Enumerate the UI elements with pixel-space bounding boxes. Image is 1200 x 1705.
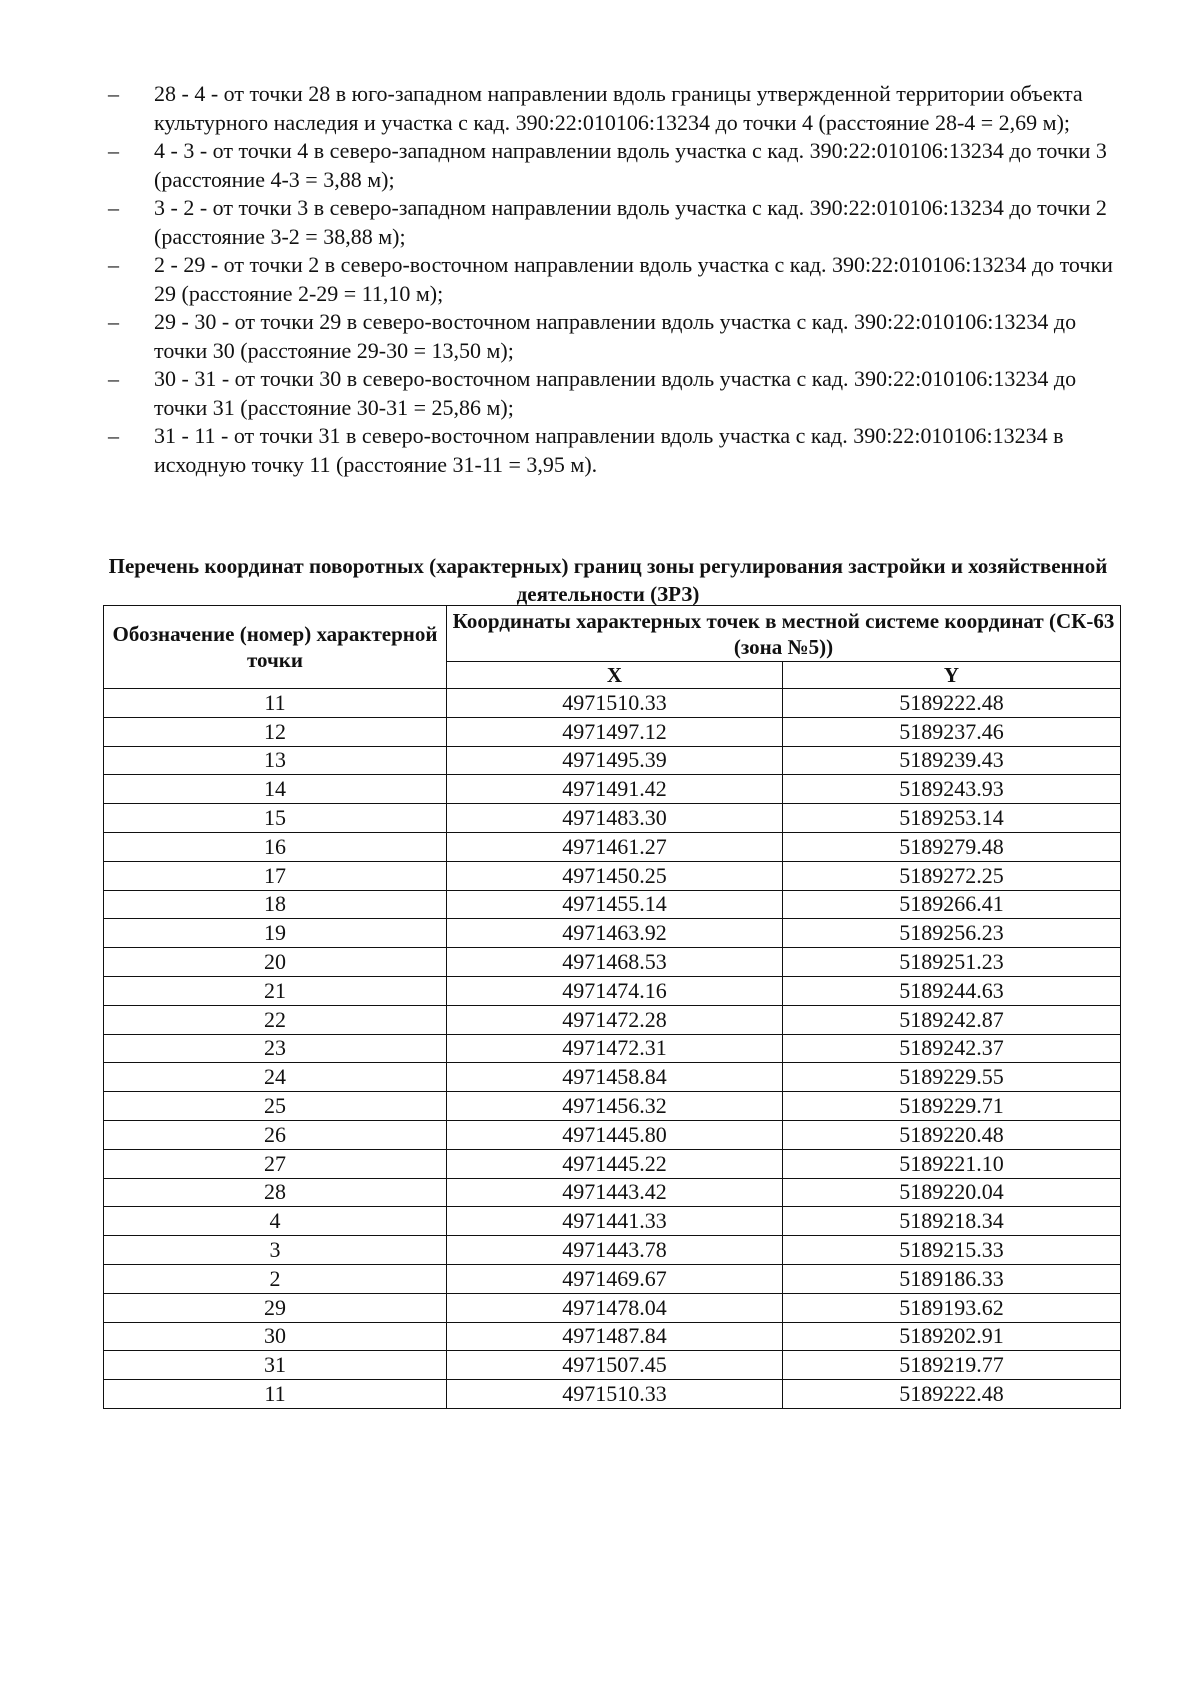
list-item: [108, 194, 1118, 251]
cell-y: 5189253.14: [783, 804, 1121, 833]
cell-x: 4971463.92: [447, 919, 783, 948]
cell-y: 5189221.10: [783, 1149, 1121, 1178]
cell-y: 5189220.48: [783, 1120, 1121, 1149]
cell-y: 5189220.04: [783, 1178, 1121, 1207]
cell-y: 5189279.48: [783, 832, 1121, 861]
list-item-text: 31 - 11 - от точки 31 в северо-восточном направлении вдоль участка с кад. 390:22:010106:13234 в исходную точку 11 (расстояние 31-11 = 3,95 м).: [154, 423, 1064, 477]
cell-point: 21: [104, 976, 447, 1005]
cell-x: 4971456.32: [447, 1092, 783, 1121]
bullet-dash: –: [108, 309, 119, 334]
list-item-text: 3 - 2 - от точки 3 в северо-западном направлении вдоль участка с кад. 390:22:010106:13234 до точки 2 (расстояние 3-2 = 38,88 м);: [154, 195, 1107, 249]
table-row: [104, 775, 1121, 804]
cell-point: 19: [104, 919, 447, 948]
table-row: [104, 890, 1121, 919]
cell-x: 4971478.04: [447, 1293, 783, 1322]
table-row: [104, 1092, 1121, 1121]
table-row: [104, 1351, 1121, 1380]
cell-y: 5189266.41: [783, 890, 1121, 919]
cell-y: 5189222.48: [783, 689, 1121, 718]
cell-point: 23: [104, 1034, 447, 1063]
cell-x: 4971445.22: [447, 1149, 783, 1178]
cell-y: 5189215.33: [783, 1236, 1121, 1265]
cell-point: 13: [104, 746, 447, 775]
table-row: [104, 976, 1121, 1005]
header-y: Y: [783, 662, 1121, 689]
cell-x: 4971472.31: [447, 1034, 783, 1063]
cell-x: 4971497.12: [447, 717, 783, 746]
table-row: [104, 1236, 1121, 1265]
cell-y: 5189244.63: [783, 976, 1121, 1005]
list-item: [108, 137, 1118, 194]
cell-x: 4971443.42: [447, 1178, 783, 1207]
cell-x: 4971495.39: [447, 746, 783, 775]
cell-y: 5189242.37: [783, 1034, 1121, 1063]
cell-x: 4971469.67: [447, 1264, 783, 1293]
table-row: [104, 1178, 1121, 1207]
cell-x: 4971510.33: [447, 1380, 783, 1409]
list-item: [108, 422, 1118, 479]
cell-y: 5189186.33: [783, 1264, 1121, 1293]
table-row: [104, 746, 1121, 775]
cell-y: 5189272.25: [783, 861, 1121, 890]
cell-y: 5189222.48: [783, 1380, 1121, 1409]
cell-y: 5189229.55: [783, 1063, 1121, 1092]
cell-point: 22: [104, 1005, 447, 1034]
table-row: [104, 1034, 1121, 1063]
table-row: [104, 1149, 1121, 1178]
cell-y: 5189218.34: [783, 1207, 1121, 1236]
cell-point: 15: [104, 804, 447, 833]
bullet-dash: –: [108, 138, 119, 163]
cell-y: 5189229.71: [783, 1092, 1121, 1121]
cell-point: 27: [104, 1149, 447, 1178]
cell-y: 5189193.62: [783, 1293, 1121, 1322]
cell-x: 4971455.14: [447, 890, 783, 919]
cell-point: 14: [104, 775, 447, 804]
cell-x: 4971491.42: [447, 775, 783, 804]
boundary-description-list: [108, 80, 1118, 479]
cell-point: 30: [104, 1322, 447, 1351]
header-x: X: [447, 662, 783, 689]
table-row: [104, 1264, 1121, 1293]
bullet-dash: –: [108, 423, 119, 448]
cell-point: 18: [104, 890, 447, 919]
table-row: [104, 1120, 1121, 1149]
cell-x: 4971474.16: [447, 976, 783, 1005]
cell-x: 4971458.84: [447, 1063, 783, 1092]
cell-x: 4971461.27: [447, 832, 783, 861]
cell-x: 4971507.45: [447, 1351, 783, 1380]
cell-x: 4971445.80: [447, 1120, 783, 1149]
list-item-text: 4 - 3 - от точки 4 в северо-западном направлении вдоль участка с кад. 390:22:010106:13234 до точки 3 (расстояние 4-3 = 3,88 м);: [154, 138, 1107, 192]
cell-point: 25: [104, 1092, 447, 1121]
cell-point: 29: [104, 1293, 447, 1322]
table-row: [104, 919, 1121, 948]
cell-point: 28: [104, 1178, 447, 1207]
cell-x: 4971441.33: [447, 1207, 783, 1236]
table-row: [104, 1293, 1121, 1322]
cell-x: 4971487.84: [447, 1322, 783, 1351]
table-row: [104, 717, 1121, 746]
cell-point: 4: [104, 1207, 447, 1236]
list-item: [108, 251, 1118, 308]
cell-point: 16: [104, 832, 447, 861]
cell-point: 31: [104, 1351, 447, 1380]
cell-point: 26: [104, 1120, 447, 1149]
bullet-dash: –: [108, 366, 119, 391]
bullet-dash: –: [108, 195, 119, 220]
cell-y: 5189256.23: [783, 919, 1121, 948]
coordinates-table: [103, 605, 1121, 1409]
list-item: [108, 365, 1118, 422]
cell-x: 4971510.33: [447, 689, 783, 718]
table-row: [104, 1322, 1121, 1351]
cell-x: 4971468.53: [447, 948, 783, 977]
list-item-text: 2 - 29 - от точки 2 в северо-восточном направлении вдоль участка с кад. 390:22:010106:13234 до точки 29 (расстояние 2-29 = 11,10 м);: [154, 252, 1113, 306]
cell-y: 5189239.43: [783, 746, 1121, 775]
cell-point: 2: [104, 1264, 447, 1293]
cell-point: 20: [104, 948, 447, 977]
cell-y: 5189202.91: [783, 1322, 1121, 1351]
list-item-text: 30 - 31 - от точки 30 в северо-восточном направлении вдоль участка с кад. 390:22:010106:13234 до точки 31 (расстояние 30-31 = 25,86 м);: [154, 366, 1077, 420]
header-coordinates: Координаты характерных точек в местной системе координат (СК-63 (зона №5)): [447, 606, 1121, 662]
table-row: [104, 1005, 1121, 1034]
table-row: [104, 804, 1121, 833]
cell-x: 4971472.28: [447, 1005, 783, 1034]
cell-point: 12: [104, 717, 447, 746]
bullet-dash: –: [108, 81, 119, 106]
list-item: [108, 308, 1118, 365]
cell-x: 4971450.25: [447, 861, 783, 890]
cell-point: 24: [104, 1063, 447, 1092]
cell-y: 5189237.46: [783, 717, 1121, 746]
cell-y: 5189251.23: [783, 948, 1121, 977]
list-item-text: 28 - 4 - от точки 28 в юго-западном направлении вдоль границы утвержденной территории объекта культурного наследия и участка с кад. 390:22:010106:13234 до точки 4 (расстояние 28-4 = 2,69 м);: [154, 81, 1083, 135]
cell-y: 5189242.87: [783, 1005, 1121, 1034]
cell-point: 11: [104, 1380, 447, 1409]
cell-x: 4971443.78: [447, 1236, 783, 1265]
table-row: [104, 861, 1121, 890]
cell-point: 11: [104, 689, 447, 718]
table-title: Перечень координат поворотных (характерных) границ зоны регулирования застройки и хозяйственной деятельности (ЗРЗ): [108, 554, 1108, 606]
list-item: [108, 80, 1118, 137]
cell-point: 3: [104, 1236, 447, 1265]
table-row: [104, 948, 1121, 977]
list-item-text: 29 - 30 - от точки 29 в северо-восточном направлении вдоль участка с кад. 390:22:010106:13234 до точки 30 (расстояние 29-30 = 13,50 м);: [154, 309, 1077, 363]
table-row: [104, 832, 1121, 861]
cell-x: 4971483.30: [447, 804, 783, 833]
header-point-designation: Обозначение (номер) характерной точки: [104, 606, 447, 689]
table-row: [104, 689, 1121, 718]
cell-y: 5189243.93: [783, 775, 1121, 804]
table-row: [104, 1380, 1121, 1409]
bullet-dash: –: [108, 252, 119, 277]
table-row: [104, 1207, 1121, 1236]
cell-point: 17: [104, 861, 447, 890]
table-row: [104, 1063, 1121, 1092]
cell-y: 5189219.77: [783, 1351, 1121, 1380]
